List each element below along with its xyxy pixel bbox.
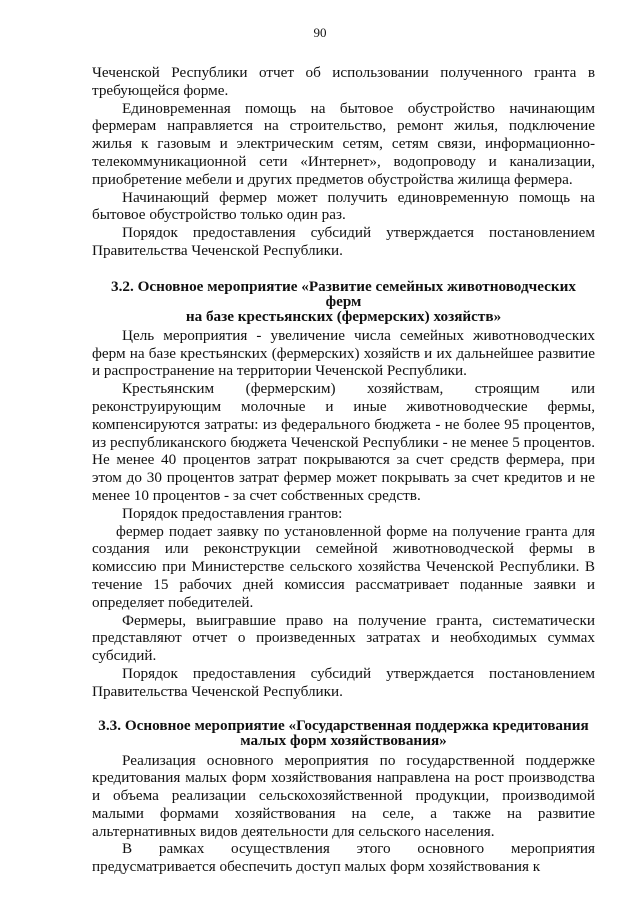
section-heading-line: 3.2. Основное мероприятие «Развитие семейных животноводческих ферм xyxy=(111,277,576,310)
paragraph: Единовременная помощь на бытовое обустройство начинающим фермерам направляется на строительство, ремонт жилья, подключение жилья к газовым и электрическим сетям, сетям связи, информационно-телекоммуникационной сети «Интернет», водопроводу и канализации, приобретение мебели и других предметов обустройства жилища фермера. xyxy=(92,99,595,188)
paragraph: Чеченской Республики отчет об использовании полученного гранта в требующейся форме. xyxy=(92,64,595,99)
section-heading-line: на базе крестьянских (фермерских) хозяйств» xyxy=(185,307,502,325)
section-heading-3-2 xyxy=(92,279,595,324)
section-heading-line: малых форм хозяйствования» xyxy=(240,731,447,749)
paragraph: Порядок предоставления грантов: xyxy=(122,504,343,522)
paragraph: Цель мероприятия - увеличение числа семейных животноводческих ферм на базе крестьянских (фермерских) хозяйств и их дальнейшее развитие и распространение на территории Чеченской Республики. xyxy=(92,326,595,380)
paragraph: В рамках осуществления этого основного мероприятия предусматривается обеспечить доступ малых форм хозяйствования к xyxy=(92,840,595,876)
paragraph: фермер подает заявку по установленной форме на получение гранта для создания или реконструкции семейной животноводческой фермы в комиссию при Министерстве сельского хозяйства Чеченской Республики. В течение 15 рабочих дней комиссия рассматривает поданные заявки и определяет победителей. xyxy=(92,522,595,611)
page-number: 90 xyxy=(313,25,327,40)
paragraph: Реализация основного мероприятия по государственной поддержке кредитования малых форм хозяйствования направлена на рост производства и объема реализации сельскохозяйственной продукции, производимой малыми формами хозяйствования на селе, а также на развитие альтернативных видов деятельности для сельского населения. xyxy=(92,751,595,840)
section-heading-line: 3.3. Основное мероприятие «Государственная поддержка кредитования xyxy=(98,716,589,734)
paragraph: Порядок предоставления субсидий утверждается постановлением Правительства Чеченской Республики. xyxy=(92,224,595,259)
paragraph: Фермеры, выигравшие право на получение гранта, систематически представляют отчет о произведенных затратах и необходимых суммах субсидий. xyxy=(92,611,595,665)
section-heading-3-3 xyxy=(92,718,595,748)
paragraph: Крестьянским (фермерским) хозяйствам, строящим или реконструирующим молочные и иные животноводческие фермы, компенсируются затраты: из федерального бюджета - не более 95 процентов, из республиканского бюджета Чеченской Республики - не менее 5 процентов. Не менее 40 процентов затрат покрываются за счет средств фермера, при этом до 30 процентов затрат фермер может покрывать за счет кредитов и не менее 10 процентов - за счет собственных средств. xyxy=(92,380,595,504)
document-body xyxy=(92,64,595,876)
paragraph: Начинающий фермер может получить единовременную помощь на бытовое обустройство только один раз. xyxy=(92,188,595,224)
paragraph: Порядок предоставления субсидий утверждается постановлением Правительства Чеченской Республики. xyxy=(92,664,595,700)
